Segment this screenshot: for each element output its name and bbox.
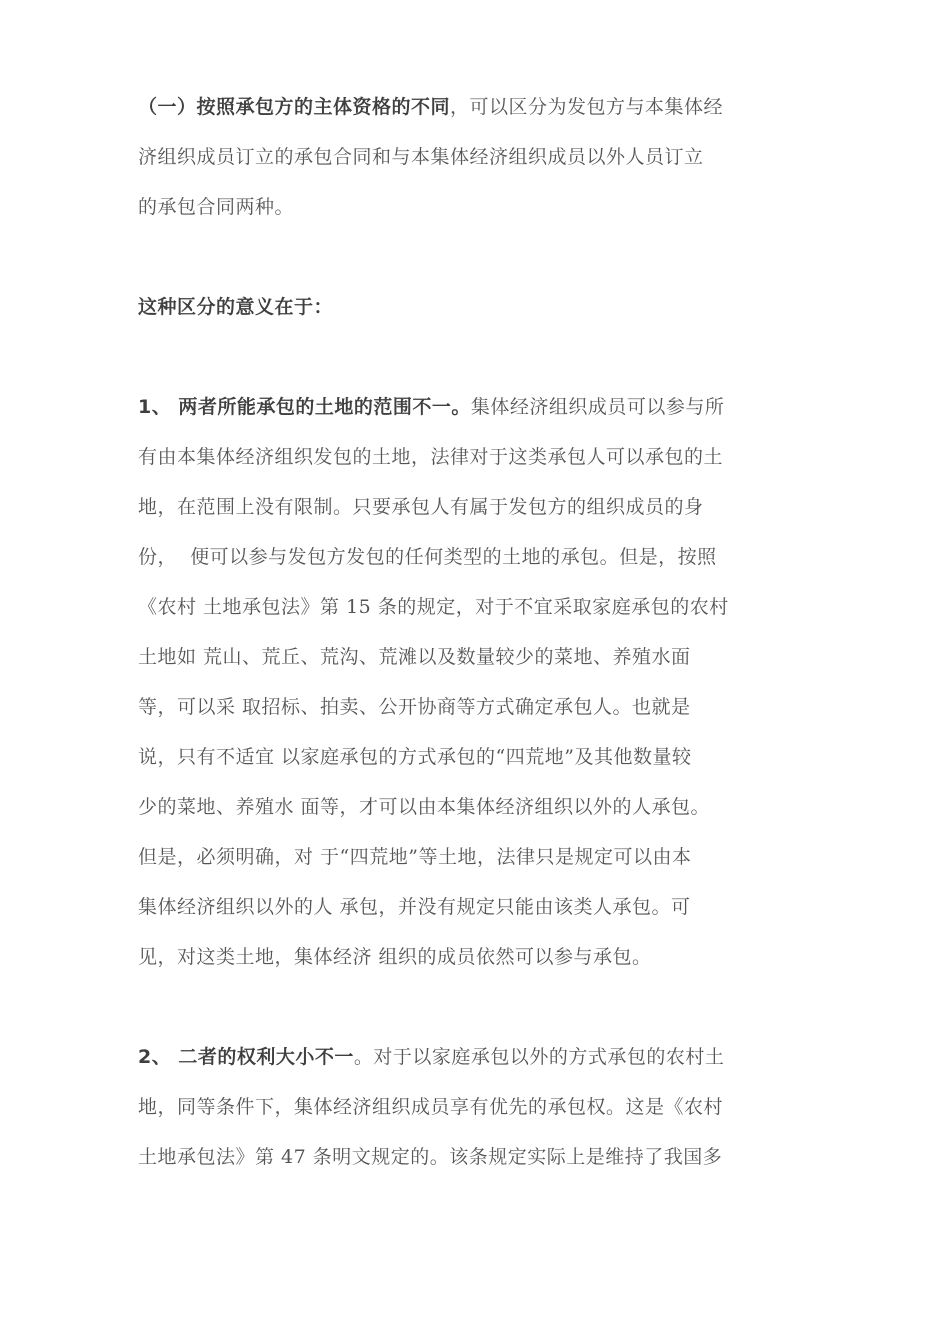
point1-line-7: 等，可以采 取招标、拍卖、公开协商等方式确定承包人。也就是 <box>138 696 691 718</box>
significance-intro: 这种区分的意义在于： <box>138 296 334 318</box>
section1-heading: （一）按照承包方的主体资格的不同 <box>138 96 451 118</box>
document-page <box>138 82 818 1182</box>
point2-heading: 2、 二者的权利大小不一 <box>138 1046 354 1068</box>
section1-line-2: 济组织成员订立的承包合同和与本集体经济组织成员以外人员订立 <box>138 146 704 168</box>
point1-line-8: 说，只有不适宜 以家庭承包的方式承包的“四荒地”及其他数量较 <box>138 746 692 768</box>
point1-line-6: 土地如 荒山、荒丘、荒沟、荒滩以及数量较少的菜地、养殖水面 <box>138 646 691 668</box>
point1-line-9: 少的菜地、养殖水 面等，才可以由本集体经济组织以外的人承包。 <box>138 796 711 818</box>
section1-line-3: 的承包合同两种。 <box>138 196 295 218</box>
point2-line-1: 。对于以家庭承包以外的方式承包的农村土 <box>353 1046 725 1068</box>
point1-line-2: 有由本集体经济组织发包的土地，法律对于这类承包人可以承包的土 <box>138 446 724 468</box>
point1-line-11: 集体经济组织以外的人 承包，并没有规定只能由该类人承包。可 <box>138 896 691 918</box>
point2-line-3: 土地承包法》第 47 条明文规定的。该条规定实际上是维持了我国多 <box>138 1146 723 1168</box>
point2-paragraph <box>138 1032 818 1182</box>
point1-line-12: 见，对这类土地，集体经济 组织的成员依然可以参与承包。 <box>138 946 652 968</box>
point1-line-5: 《农村 土地承包法》第 15 条的规定，对于不宜采取家庭承包的农村 <box>138 596 729 618</box>
point1-heading: 1、 两者所能承包的土地的范围不一。 <box>138 396 471 418</box>
text-line <box>138 1032 818 1082</box>
point1-paragraph <box>138 382 818 982</box>
point1-line-10: 但是，必须明确，对 于“四荒地”等土地，法律只是规定可以由本 <box>138 846 692 868</box>
point1-line-3: 地，在范围上没有限制。只要承包人有属于发包方的组织成员的身 <box>138 496 704 518</box>
significance-paragraph <box>138 282 818 332</box>
point2-line-2: 地，同等条件下，集体经济组织成员享有优先的承包权。这是《农村 <box>138 1096 724 1118</box>
text-line <box>138 82 818 132</box>
section1-line-1: ，可以区分为发包方与本集体经 <box>450 96 724 118</box>
text-line <box>138 382 818 432</box>
point1-line-4: 份， 便可以参与发包方发包的任何类型的土地的承包。但是，按照 <box>138 546 717 568</box>
point1-line-1: 集体经济组织成员可以参与所 <box>470 396 725 418</box>
section1-paragraph <box>138 82 818 232</box>
